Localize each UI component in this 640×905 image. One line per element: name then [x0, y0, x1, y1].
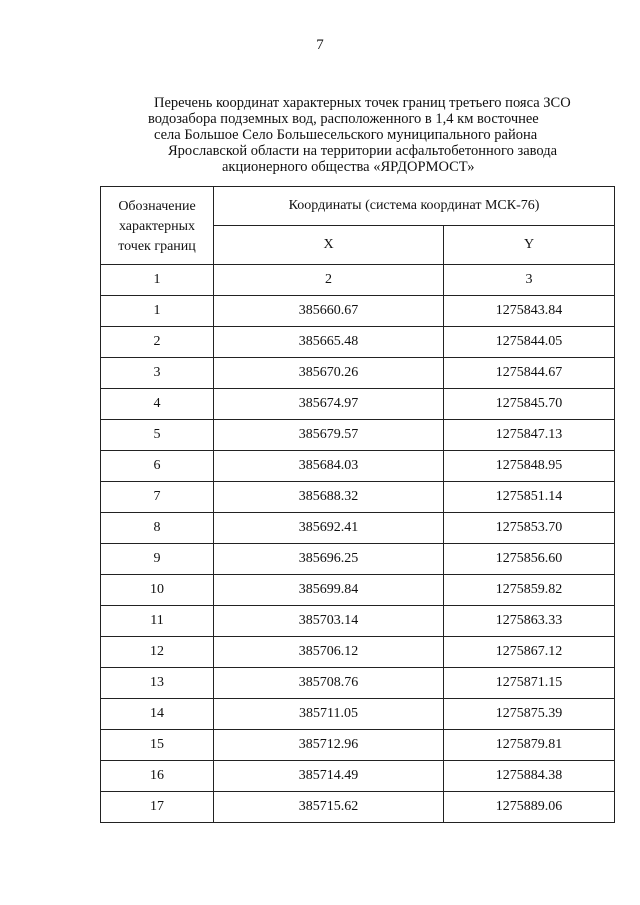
title-line-2: водозабора подземных вод, расположенного в 1,4 км восточнее — [148, 111, 539, 127]
coord-x: 385692.41 — [214, 513, 444, 544]
point-number: 15 — [101, 730, 214, 761]
coord-x: 385706.12 — [214, 637, 444, 668]
point-number: 16 — [101, 761, 214, 792]
column-number: 1 — [101, 265, 214, 296]
table-row — [101, 792, 615, 823]
table-row — [101, 761, 615, 792]
table-row — [101, 699, 615, 730]
table-row — [101, 327, 615, 358]
point-number: 2 — [101, 327, 214, 358]
coord-y: 1275847.13 — [444, 420, 615, 451]
table-row — [101, 296, 615, 327]
table-row — [101, 544, 615, 575]
coord-y: 1275863.33 — [444, 606, 615, 637]
coord-x: 385714.49 — [214, 761, 444, 792]
page-number: 7 — [316, 37, 324, 53]
header-y: Y — [444, 226, 615, 265]
coord-y: 1275859.82 — [444, 575, 615, 606]
column-number: 2 — [214, 265, 444, 296]
point-number: 10 — [101, 575, 214, 606]
coord-x: 385670.26 — [214, 358, 444, 389]
coord-y: 1275875.39 — [444, 699, 615, 730]
coord-x: 385715.62 — [214, 792, 444, 823]
coord-x: 385674.97 — [214, 389, 444, 420]
coord-x: 385703.14 — [214, 606, 444, 637]
table-row — [101, 730, 615, 761]
point-number: 11 — [101, 606, 214, 637]
title-line-4: Ярославской области на территории асфальтобетонного завода — [168, 143, 558, 159]
coord-y: 1275856.60 — [444, 544, 615, 575]
table-row — [101, 637, 615, 668]
table-row — [101, 420, 615, 451]
table-row — [101, 389, 615, 420]
title-line-3: села Большое Село Большесельского муниципального района — [154, 127, 538, 143]
table-row — [101, 668, 615, 699]
point-number: 12 — [101, 637, 214, 668]
point-number: 6 — [101, 451, 214, 482]
coord-y: 1275843.84 — [444, 296, 615, 327]
coord-y: 1275889.06 — [444, 792, 615, 823]
header-designation: Обозначение характерных точек границ — [101, 187, 214, 265]
coord-x: 385679.57 — [214, 420, 444, 451]
point-number: 5 — [101, 420, 214, 451]
point-number: 1 — [101, 296, 214, 327]
point-number: 14 — [101, 699, 214, 730]
table-row — [101, 358, 615, 389]
coordinates-table-header — [100, 186, 615, 265]
coord-x: 385684.03 — [214, 451, 444, 482]
column-number-row — [101, 265, 615, 296]
coordinates-table — [100, 264, 615, 823]
table-row — [101, 451, 615, 482]
coord-y: 1275884.38 — [444, 761, 615, 792]
table-row — [101, 513, 615, 544]
point-number: 17 — [101, 792, 214, 823]
point-number: 3 — [101, 358, 214, 389]
title-line-5: акционерного общества «ЯРДОРМОСТ» — [222, 159, 475, 175]
coord-y: 1275867.12 — [444, 637, 615, 668]
table-row — [101, 482, 615, 513]
coord-x: 385660.67 — [214, 296, 444, 327]
coord-y: 1275844.05 — [444, 327, 615, 358]
point-number: 7 — [101, 482, 214, 513]
coord-x: 385699.84 — [214, 575, 444, 606]
coord-y: 1275871.15 — [444, 668, 615, 699]
header-x: X — [214, 226, 444, 265]
table-row — [101, 606, 615, 637]
coord-x: 385665.48 — [214, 327, 444, 358]
coord-x: 385696.25 — [214, 544, 444, 575]
coord-y: 1275853.70 — [444, 513, 615, 544]
point-number: 9 — [101, 544, 214, 575]
column-number: 3 — [444, 265, 615, 296]
coord-x: 385708.76 — [214, 668, 444, 699]
table-row — [101, 575, 615, 606]
coord-y: 1275851.14 — [444, 482, 615, 513]
coord-y: 1275845.70 — [444, 389, 615, 420]
coord-x: 385712.96 — [214, 730, 444, 761]
point-number: 8 — [101, 513, 214, 544]
coord-y: 1275844.67 — [444, 358, 615, 389]
coord-y: 1275879.81 — [444, 730, 615, 761]
title-line-1: Перечень координат характерных точек границ третьего пояса ЗСО — [154, 95, 571, 111]
coord-x: 385688.32 — [214, 482, 444, 513]
point-number: 13 — [101, 668, 214, 699]
point-number: 4 — [101, 389, 214, 420]
coord-x: 385711.05 — [214, 699, 444, 730]
coord-y: 1275848.95 — [444, 451, 615, 482]
header-coordinates: Координаты (система координат МСК-76) — [214, 187, 615, 226]
